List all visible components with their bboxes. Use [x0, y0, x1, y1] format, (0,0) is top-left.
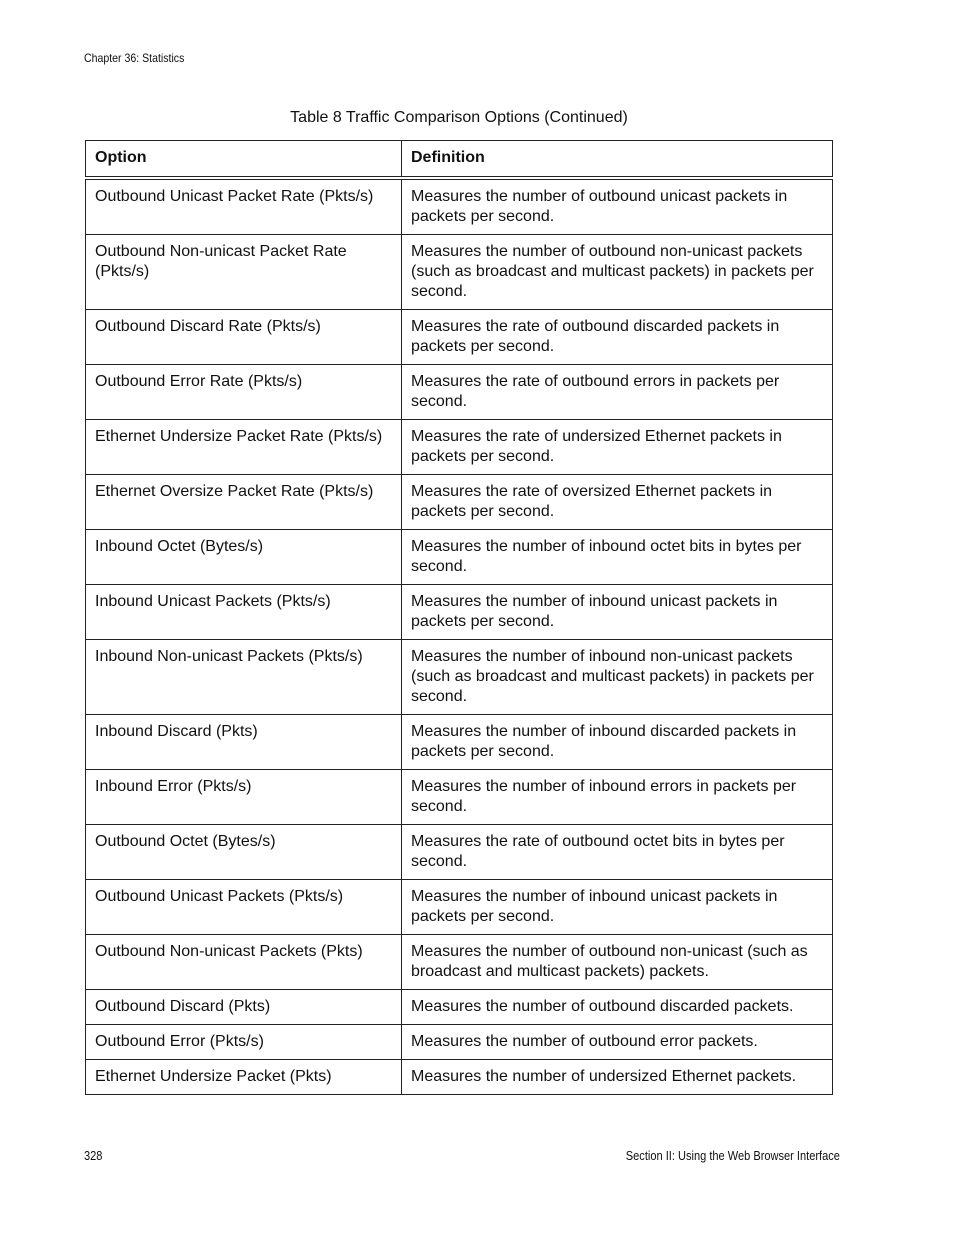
- page-number: 328: [84, 1148, 103, 1163]
- definition-cell: Measures the number of outbound non-unicast (such as broadcast and multicast packets) packets.: [402, 935, 833, 990]
- definition-cell: Measures the number of outbound discarded packets.: [402, 990, 833, 1025]
- table-row: [86, 530, 833, 585]
- definition-cell: Measures the rate of outbound errors in packets per second.: [402, 365, 833, 420]
- table-row: [86, 640, 833, 715]
- table-row: [86, 715, 833, 770]
- definition-cell: Measures the rate of oversized Ethernet packets in packets per second.: [402, 475, 833, 530]
- definition-cell: Measures the number of inbound errors in packets per second.: [402, 770, 833, 825]
- definition-cell: Measures the rate of undersized Ethernet packets in packets per second.: [402, 420, 833, 475]
- option-cell: Inbound Octet (Bytes/s): [86, 530, 402, 585]
- option-cell: Inbound Discard (Pkts): [86, 715, 402, 770]
- definition-cell: Measures the rate of outbound octet bits in bytes per second.: [402, 825, 833, 880]
- option-cell: Outbound Unicast Packet Rate (Pkts/s): [86, 178, 402, 235]
- definition-cell: Measures the number of inbound non-unicast packets (such as broadcast and multicast packets) in packets per second.: [402, 640, 833, 715]
- option-cell: Ethernet Undersize Packet Rate (Pkts/s): [86, 420, 402, 475]
- running-header: Chapter 36: Statistics: [84, 51, 185, 65]
- definition-cell: Measures the number of inbound unicast packets in packets per second.: [402, 585, 833, 640]
- definition-cell: Measures the number of inbound octet bits in bytes per second.: [402, 530, 833, 585]
- section-title: Section II: Using the Web Browser Interface: [625, 1148, 840, 1163]
- option-cell: Outbound Non-unicast Packet Rate (Pkts/s): [86, 235, 402, 310]
- table-header-row: [86, 141, 833, 179]
- option-cell: Outbound Octet (Bytes/s): [86, 825, 402, 880]
- table-row: [86, 178, 833, 235]
- table-row: [86, 1025, 833, 1060]
- table-row: [86, 825, 833, 880]
- column-header-definition: Definition: [402, 141, 833, 179]
- table-row: [86, 420, 833, 475]
- table-row: [86, 880, 833, 935]
- definition-cell: Measures the number of outbound non-unicast packets (such as broadcast and multicast packets) in packets per second.: [402, 235, 833, 310]
- option-cell: Outbound Unicast Packets (Pkts/s): [86, 880, 402, 935]
- option-cell: Outbound Non-unicast Packets (Pkts): [86, 935, 402, 990]
- traffic-comparison-table: [85, 140, 833, 1095]
- option-cell: Ethernet Undersize Packet (Pkts): [86, 1060, 402, 1095]
- column-header-option: Option: [86, 141, 402, 179]
- option-cell: Inbound Non-unicast Packets (Pkts/s): [86, 640, 402, 715]
- option-cell: Inbound Error (Pkts/s): [86, 770, 402, 825]
- definition-cell: Measures the rate of outbound discarded packets in packets per second.: [402, 310, 833, 365]
- definition-cell: Measures the number of inbound discarded packets in packets per second.: [402, 715, 833, 770]
- definition-cell: Measures the number of outbound unicast packets in packets per second.: [402, 178, 833, 235]
- table-caption: Table 8 Traffic Comparison Options (Continued): [290, 109, 628, 126]
- table-row: [86, 585, 833, 640]
- table-row: [86, 235, 833, 310]
- option-cell: Ethernet Oversize Packet Rate (Pkts/s): [86, 475, 402, 530]
- option-cell: Inbound Unicast Packets (Pkts/s): [86, 585, 402, 640]
- definition-cell: Measures the number of outbound error packets.: [402, 1025, 833, 1060]
- option-cell: Outbound Discard (Pkts): [86, 990, 402, 1025]
- table-row: [86, 310, 833, 365]
- table-row: [86, 935, 833, 990]
- table-row: [86, 475, 833, 530]
- option-cell: Outbound Error Rate (Pkts/s): [86, 365, 402, 420]
- table-row: [86, 1060, 833, 1095]
- option-cell: Outbound Error (Pkts/s): [86, 1025, 402, 1060]
- definition-cell: Measures the number of undersized Ethernet packets.: [402, 1060, 833, 1095]
- table-row: [86, 365, 833, 420]
- table-row: [86, 990, 833, 1025]
- table-row: [86, 770, 833, 825]
- definition-cell: Measures the number of inbound unicast packets in packets per second.: [402, 880, 833, 935]
- option-cell: Outbound Discard Rate (Pkts/s): [86, 310, 402, 365]
